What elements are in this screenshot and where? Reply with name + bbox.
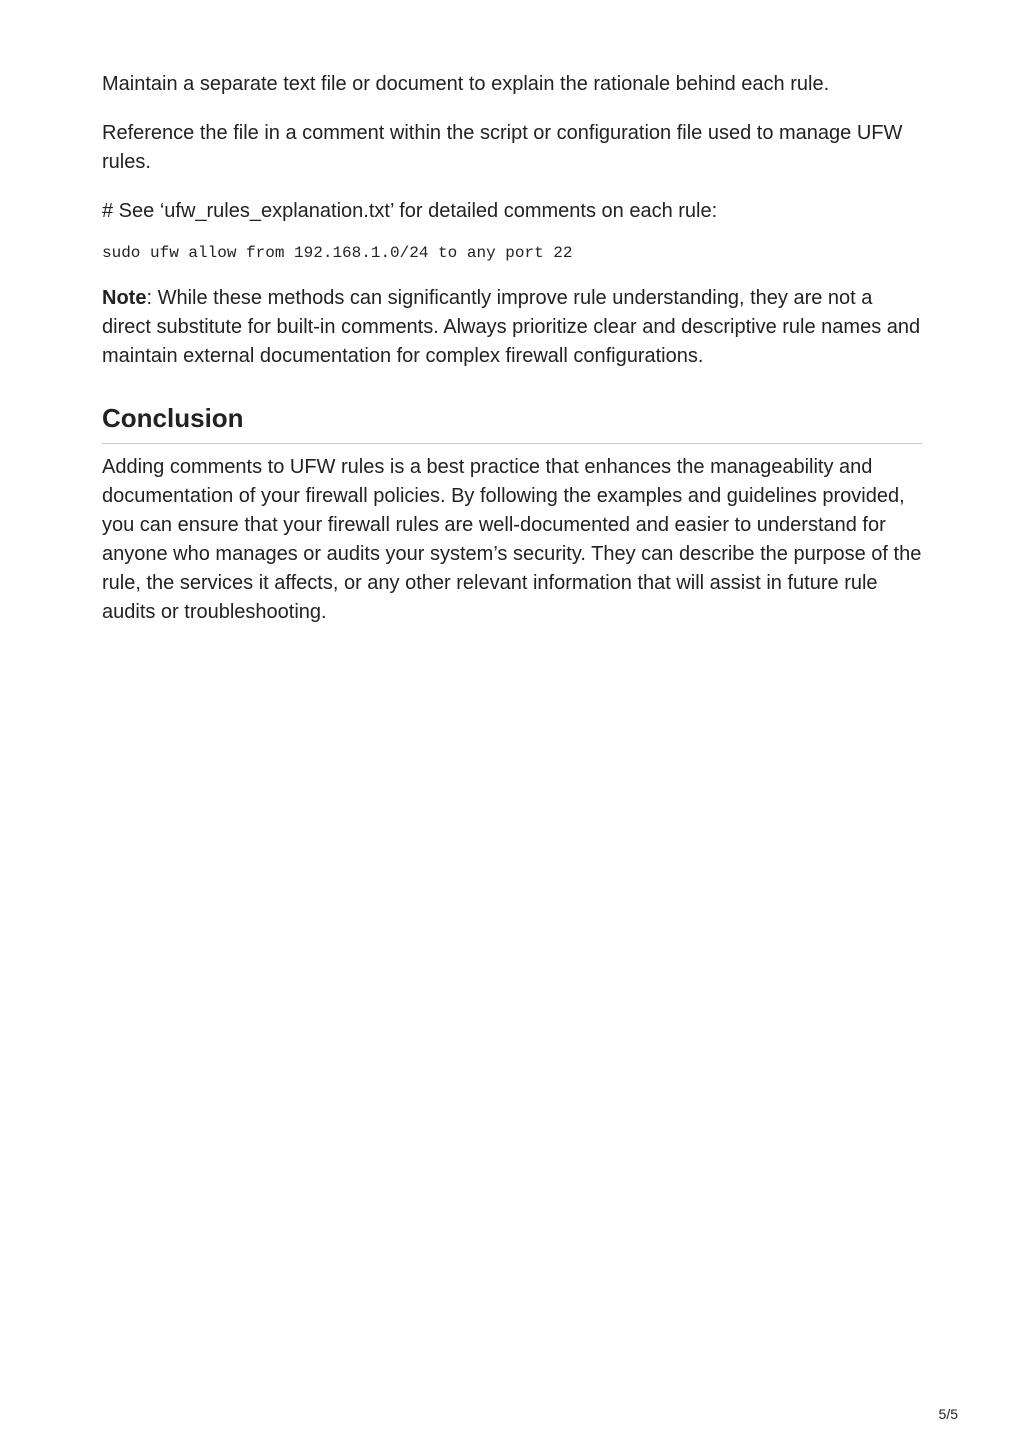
paragraph-reference-file: Reference the file in a comment within the script or configuration file used to manage UFW rules. xyxy=(102,122,903,173)
paragraph-see-comment: # See ‘ufw_rules_explanation.txt’ for detailed comments on each rule: xyxy=(102,200,718,222)
note-label: Note xyxy=(102,287,147,309)
paragraph-separate-file: Maintain a separate text file or document to explain the rationale behind each rule. xyxy=(102,73,830,95)
note-paragraph xyxy=(102,284,922,371)
page-number: 5/5 xyxy=(938,1406,958,1422)
code-block: sudo ufw allow from 192.168.1.0/24 to any port 22 xyxy=(102,244,573,262)
conclusion-paragraph: Adding comments to UFW rules is a best practice that enhances the manageability and documentation of your firewall policies. By following the examples and guidelines provided, you can ensure that your firewall rules are well-documented and easier to understand for anyone who manages or audits your system’s security. They can describe the purpose of the rule, the services it affects, or any other relevant information that will assist in future rule audits or troubleshooting. xyxy=(102,456,922,623)
conclusion-heading: Conclusion xyxy=(102,401,922,444)
note-text: : While these methods can significantly improve rule understanding, they are not a direct substitute for built-in comments. Always prioritize clear and descriptive rule names and maintain external documentation for complex firewall configurations. xyxy=(102,287,921,367)
document-content xyxy=(102,70,922,627)
